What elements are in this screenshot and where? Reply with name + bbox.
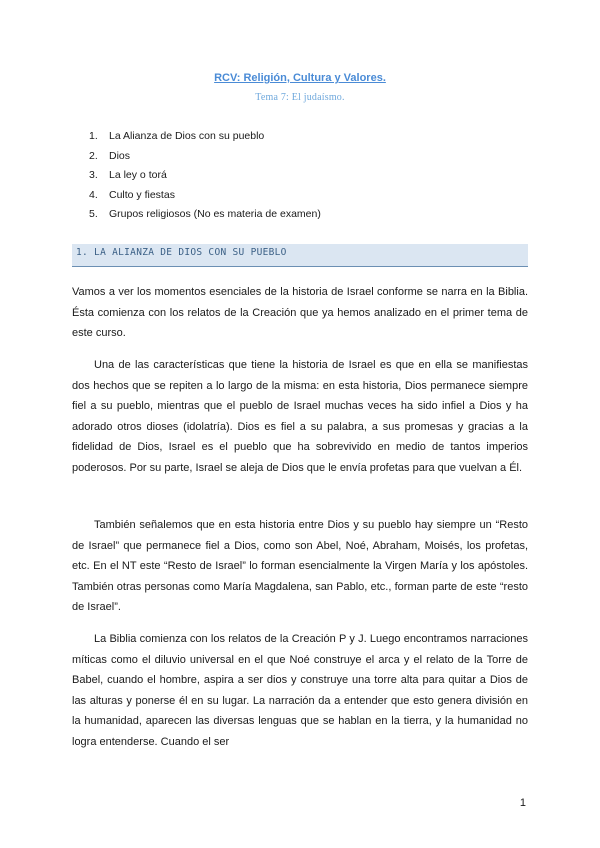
body-paragraph: La Biblia comienza con los relatos de la Creación P y J. Luego encontramos narraciones míticas como el diluvio universal en el que Noé construye el arca y el relato de la Torre de Babel, cuando el hombre, aspira a ser dios y construye una torre alta para quitar a Dios de las alturas y ponerse él en su lugar. La narración da a entender que esto genera división en la humanidad, aparecen las diversas lenguas que se hablan en la tierra, y la humanidad no logra entenderse. Cuando el ser	[72, 633, 528, 748]
table-of-contents	[89, 127, 321, 225]
page-number: 1	[519, 797, 526, 809]
toc-item-label: Culto y fiestas	[109, 188, 175, 201]
toc-item	[89, 205, 321, 225]
toc-item-number: 3.	[89, 169, 98, 181]
toc-item-label: La Alianza de Dios con su pueblo	[109, 130, 265, 142]
toc-item	[89, 186, 321, 206]
toc-item	[89, 127, 321, 147]
document-title: RCV: Religión, Cultura y Valores.	[214, 72, 386, 84]
toc-item-label: Grupos religiosos (No es materia de examen)	[109, 208, 321, 220]
body-paragraph: También señalemos que en esta historia entre Dios y su pueblo hay siempre un “Resto de Israel” que permanece fiel a Dios, como son Abel, Noé, Abraham, Moisés, los profetas, etc. En el NT este “Resto de Israel” lo forman esencialmente la Virgen María y los apóstoles. También otras personas como María Magdalena, san Pablo, etc., forman parte de este “resto de Israel”.	[72, 519, 528, 613]
toc-item-number: 1.	[89, 130, 98, 142]
section-heading-bar	[72, 244, 528, 267]
toc-item-label: Dios	[109, 149, 131, 162]
body-paragraph: Vamos a ver los momentos esenciales de la historia de Israel conforme se narra en la Biblia. Ésta comienza con los relatos de la Creación que ya hemos analizado en el primer tema de este curso.	[72, 286, 528, 339]
toc-item	[89, 147, 321, 167]
body-paragraph: Una de las características que tiene la historia de Israel es que en ella se manifiestas dos hechos que se repiten a lo largo de la misma: en esta historia, Dios permanece siempre fiel a su pueblo, mientras que el pueblo de Israel muchas veces ha sido infiel a Dios y ha adorado otros dioses (idolatría). Dios es fiel a su palabra, a sus promesas y gracias a la fidelidad de Dios, Israel es el pueblo que ha sobrevivido en medio de tantos imperios poderosos. Por su parte, Israel se aleja de Dios que le envía profetas para que vuelvan a Él.	[72, 359, 528, 474]
toc-item	[89, 166, 321, 186]
section-heading: 1. LA ALIANZA DE DIOS CON SU PUEBLO	[76, 247, 287, 258]
toc-item-label: La ley o torá	[109, 169, 167, 181]
toc-item-number: 5.	[89, 208, 98, 220]
document-subtitle: Tema 7: El judaísmo.	[255, 92, 345, 103]
toc-item-number: 4.	[89, 188, 98, 201]
toc-item-number: 2.	[89, 149, 98, 162]
